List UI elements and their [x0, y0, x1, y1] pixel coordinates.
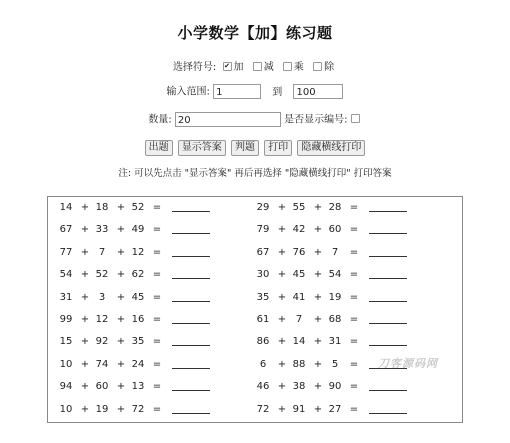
equals-sign: =: [349, 202, 359, 213]
note-text: 注: 可以先点击 "显示答案" 再后再选择 "隐藏横线打印" 打印答案: [118, 168, 392, 179]
operand-1: 77: [59, 246, 73, 258]
operator-sign: +: [116, 381, 126, 393]
problem-row: [255, 242, 455, 264]
range-row: [0, 84, 510, 101]
answer-blank[interactable]: [172, 355, 210, 369]
show-answers-button[interactable]: 显示答案: [178, 140, 226, 156]
problem-row: [58, 264, 258, 286]
operand-3: 68: [328, 313, 342, 325]
operand-2: 76: [292, 246, 306, 258]
range-from-input[interactable]: 1: [213, 84, 261, 99]
equals-sign: =: [152, 202, 162, 213]
problems-column-right: [255, 197, 455, 421]
operand-1: 29: [256, 202, 270, 213]
button-row: [0, 140, 510, 156]
operand-2: 60: [95, 381, 109, 393]
equals-sign: =: [152, 403, 162, 415]
problem-row: [58, 309, 258, 331]
operand-3: 49: [131, 224, 145, 236]
answer-blank[interactable]: [172, 310, 210, 324]
operand-2: 19: [95, 403, 109, 415]
equals-sign: =: [349, 313, 359, 325]
answer-blank[interactable]: [172, 265, 210, 279]
equals-sign: =: [152, 224, 162, 236]
operator-sign: +: [313, 336, 323, 348]
hide-lines-print-button[interactable]: 隐藏横线打印: [297, 140, 365, 156]
operator-sign: +: [313, 381, 323, 393]
operator-sign: +: [313, 224, 323, 236]
operator-sign: +: [277, 224, 287, 236]
operand-2: 91: [292, 403, 306, 415]
operand-3: 27: [328, 403, 342, 415]
operand-1: 86: [256, 336, 270, 348]
operator-sign: +: [116, 246, 126, 258]
range-label: 输入范围:: [166, 86, 210, 98]
operand-3: 13: [131, 381, 145, 393]
problem-row: [58, 354, 258, 376]
operator-sign: +: [80, 224, 90, 236]
operator-sign: +: [277, 313, 287, 325]
page-title: 小学数学【加】练习题: [177, 24, 333, 42]
equals-sign: =: [152, 336, 162, 348]
problems-column-left: [58, 197, 258, 421]
problem-row: [255, 197, 455, 219]
answer-blank[interactable]: [369, 332, 407, 346]
grade-button[interactable]: 判题: [231, 140, 259, 156]
operator-sign: +: [116, 313, 126, 325]
symbol-select-row: [0, 60, 510, 76]
problem-row: [58, 331, 258, 353]
problem-row: [58, 399, 258, 421]
operand-2: 12: [95, 313, 109, 325]
answer-blank[interactable]: [172, 332, 210, 346]
answer-blank[interactable]: [369, 400, 407, 414]
operator-sign: +: [80, 202, 90, 213]
checkbox-divide[interactable]: [313, 62, 322, 71]
operand-3: 90: [328, 381, 342, 393]
problem-row: [58, 197, 258, 219]
equals-sign: =: [349, 358, 359, 370]
operator-sign: +: [277, 269, 287, 281]
operator-sign: +: [80, 291, 90, 303]
operand-1: 35: [256, 291, 270, 303]
operand-3: 12: [131, 246, 145, 258]
operator-sign: +: [313, 358, 323, 370]
operator-sign: +: [116, 224, 126, 236]
symbol-option-divide[interactable]: 除: [313, 62, 334, 73]
operand-1: 31: [59, 291, 73, 303]
operand-2: 92: [95, 336, 109, 348]
equals-sign: =: [349, 336, 359, 348]
operator-sign: +: [277, 403, 287, 415]
operator-sign: +: [116, 202, 126, 213]
operand-2: 88: [292, 358, 306, 370]
equals-sign: =: [152, 246, 162, 258]
operand-3: 16: [131, 313, 145, 325]
problem-row: [58, 219, 258, 241]
operand-1: 94: [59, 381, 73, 393]
operand-2: 42: [292, 224, 306, 236]
operand-2: 18: [95, 202, 109, 213]
operand-1: 79: [256, 224, 270, 236]
problem-row: [58, 376, 258, 398]
operand-1: 67: [256, 246, 270, 258]
operand-2: 3: [98, 291, 106, 303]
operand-1: 67: [59, 224, 73, 236]
answer-blank[interactable]: [172, 400, 210, 414]
answer-blank[interactable]: [172, 377, 210, 391]
operand-3: 54: [328, 269, 342, 281]
count-row: [0, 112, 510, 129]
answer-blank[interactable]: [172, 288, 210, 302]
answer-blank[interactable]: [369, 288, 407, 302]
equals-sign: =: [349, 246, 359, 258]
operand-1: 10: [59, 403, 73, 415]
operand-1: 72: [256, 403, 270, 415]
answer-blank[interactable]: [369, 220, 407, 234]
operand-2: 38: [292, 381, 306, 393]
operand-2: 41: [292, 291, 306, 303]
operator-sign: +: [80, 381, 90, 393]
problem-row: [255, 331, 455, 353]
operator-sign: +: [80, 336, 90, 348]
answer-blank[interactable]: [369, 310, 407, 324]
equals-sign: =: [152, 358, 162, 370]
operator-sign: +: [116, 336, 126, 348]
operand-3: 28: [328, 202, 342, 213]
watermark: 刀客源码网: [378, 357, 438, 370]
operand-2: 55: [292, 202, 306, 213]
operator-sign: +: [116, 269, 126, 281]
equals-sign: =: [152, 381, 162, 393]
problem-row: [255, 399, 455, 421]
operand-3: 72: [131, 403, 145, 415]
operator-sign: +: [116, 403, 126, 415]
count-input[interactable]: 20: [175, 112, 281, 127]
operator-sign: +: [313, 291, 323, 303]
answer-blank[interactable]: [369, 377, 407, 391]
operand-2: 74: [95, 358, 109, 370]
problem-row: [255, 219, 455, 241]
operand-3: 7: [331, 246, 339, 258]
symbol-option-subtract[interactable]: 减: [253, 62, 274, 73]
operand-1: 15: [59, 336, 73, 348]
operand-3: 60: [328, 224, 342, 236]
checkbox-subtract[interactable]: [253, 62, 262, 71]
operand-1: 46: [256, 381, 270, 393]
operand-1: 99: [59, 313, 73, 325]
operator-sign: +: [116, 291, 126, 303]
range-to-input[interactable]: 100: [293, 84, 343, 99]
operator-sign: +: [80, 403, 90, 415]
show-number-label: 是否显示编号:: [284, 114, 348, 126]
operator-sign: +: [277, 358, 287, 370]
answer-blank[interactable]: [172, 243, 210, 257]
operand-1: 61: [256, 313, 270, 325]
operand-1: 6: [259, 358, 267, 370]
checkbox-add[interactable]: ✔: [224, 61, 230, 70]
operand-2: 45: [292, 269, 306, 281]
operand-2: 7: [98, 246, 106, 258]
equals-sign: =: [349, 381, 359, 393]
operand-3: 19: [328, 291, 342, 303]
symbol-option-multiply[interactable]: 乘: [283, 62, 304, 73]
answer-blank[interactable]: [369, 198, 407, 212]
problem-row: [255, 287, 455, 309]
operand-1: 14: [59, 202, 73, 213]
operand-3: 45: [131, 291, 145, 303]
generate-button[interactable]: 出题: [145, 140, 173, 156]
answer-blank[interactable]: [369, 265, 407, 279]
problem-row: [58, 242, 258, 264]
operand-1: 54: [59, 269, 73, 281]
print-button[interactable]: 打印: [264, 140, 292, 156]
operator-sign: +: [277, 381, 287, 393]
problem-row: [58, 287, 258, 309]
operator-sign: +: [313, 269, 323, 281]
answer-blank[interactable]: [369, 243, 407, 257]
operator-sign: +: [277, 202, 287, 213]
operand-2: 7: [295, 313, 303, 325]
symbol-select-label: 选择符号:: [172, 62, 217, 73]
operand-3: 52: [131, 202, 145, 213]
operand-2: 33: [95, 224, 109, 236]
operand-1: 10: [59, 358, 73, 370]
operand-1: 30: [256, 269, 270, 281]
equals-sign: =: [349, 403, 359, 415]
operator-sign: +: [80, 313, 90, 325]
problem-row: [255, 376, 455, 398]
operand-2: 52: [95, 269, 109, 281]
operator-sign: +: [80, 269, 90, 281]
operator-sign: +: [80, 246, 90, 258]
operand-3: 31: [328, 336, 342, 348]
operator-sign: +: [277, 291, 287, 303]
equals-sign: =: [349, 291, 359, 303]
operand-3: 5: [331, 358, 339, 370]
operator-sign: +: [313, 403, 323, 415]
operand-3: 24: [131, 358, 145, 370]
answer-blank[interactable]: [172, 220, 210, 234]
operator-sign: +: [277, 246, 287, 258]
equals-sign: =: [152, 291, 162, 303]
problem-row: [255, 309, 455, 331]
operator-sign: +: [80, 358, 90, 370]
operator-sign: +: [313, 246, 323, 258]
problem-row: [255, 264, 455, 286]
operator-sign: +: [277, 336, 287, 348]
count-label: 数量:: [148, 114, 172, 126]
operand-3: 35: [131, 336, 145, 348]
equals-sign: =: [152, 313, 162, 325]
checkbox-multiply[interactable]: [283, 62, 292, 71]
show-number-checkbox[interactable]: [351, 114, 360, 123]
operand-2: 14: [292, 336, 306, 348]
range-to-label: 到: [272, 86, 283, 98]
equals-sign: =: [349, 269, 359, 281]
equals-sign: =: [349, 224, 359, 236]
problems-panel: [47, 196, 463, 423]
symbol-option-add[interactable]: ✔ 加: [224, 61, 244, 73]
answer-blank[interactable]: [172, 198, 210, 212]
equals-sign: =: [152, 269, 162, 281]
operator-sign: +: [116, 358, 126, 370]
operator-sign: +: [313, 202, 323, 213]
operator-sign: +: [313, 313, 323, 325]
operand-3: 62: [131, 269, 145, 281]
